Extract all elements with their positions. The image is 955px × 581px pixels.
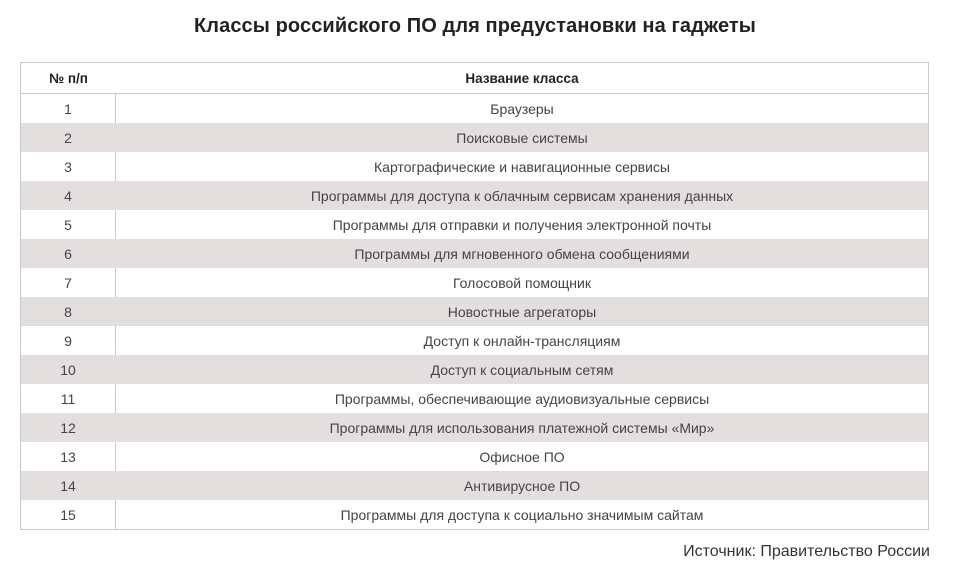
table-row xyxy=(21,297,928,326)
row-num: 8 xyxy=(64,303,72,320)
header-name: Название класса xyxy=(465,70,579,86)
row-name: Программы для мгновенного обмена сообщениями xyxy=(354,245,690,262)
row-num: 10 xyxy=(60,361,76,378)
row-num: 2 xyxy=(64,129,72,146)
row-num: 12 xyxy=(60,419,76,436)
row-name: Программы, обеспечивающие аудиовизуальные сервисы xyxy=(334,390,710,407)
table-row xyxy=(21,326,928,355)
table-row xyxy=(21,471,928,500)
row-num: 9 xyxy=(21,326,116,355)
row-num: 7 xyxy=(21,268,116,297)
table-row xyxy=(21,152,928,181)
table-row xyxy=(21,94,928,123)
row-name: Программы для использования платежной системы «Мир» xyxy=(329,419,715,436)
software-classes-table xyxy=(20,62,929,530)
row-name: Доступ к социальным сетям xyxy=(430,361,614,378)
table-row xyxy=(21,442,928,471)
row-num: 13 xyxy=(21,442,116,471)
table-row xyxy=(21,210,928,239)
page-title: Классы российского ПО для предустановки на гаджеты xyxy=(193,15,756,37)
row-name: Офисное ПО xyxy=(479,448,565,465)
row-name: Голосовой помощник xyxy=(453,274,591,291)
table-row xyxy=(21,123,928,152)
row-name: Новостные агрегаторы xyxy=(447,303,597,320)
table-row xyxy=(21,500,928,529)
row-name: Браузеры xyxy=(490,100,554,117)
header-num: № п/п xyxy=(49,70,88,86)
row-name: Антивирусное ПО xyxy=(463,477,581,494)
row-num: 3 xyxy=(21,152,116,181)
row-name: Программы для доступа к социально значимым сайтам xyxy=(340,506,704,523)
table-row xyxy=(21,239,928,268)
row-num: 1 xyxy=(21,94,116,123)
row-name: Картографические и навигационные сервисы xyxy=(374,158,670,175)
row-num: 15 xyxy=(21,500,116,529)
table-row xyxy=(21,413,928,442)
table-header-row xyxy=(21,63,928,94)
row-name: Доступ к онлайн-трансляциям xyxy=(423,332,621,349)
row-num: 4 xyxy=(64,187,72,204)
row-num: 6 xyxy=(64,245,72,262)
row-name: Программы для доступа к облачным сервисам хранения данных xyxy=(310,187,734,204)
row-num: 11 xyxy=(21,384,116,413)
table-row xyxy=(21,384,928,413)
row-name: Программы для отправки и получения электронной почты xyxy=(332,216,712,233)
source-note: Источник: Правительство России xyxy=(683,543,930,560)
row-num: 5 xyxy=(21,210,116,239)
row-num: 14 xyxy=(60,477,76,494)
row-name: Поисковые системы xyxy=(456,129,588,146)
table-row xyxy=(21,268,928,297)
table-row xyxy=(21,355,928,384)
table-row xyxy=(21,181,928,210)
